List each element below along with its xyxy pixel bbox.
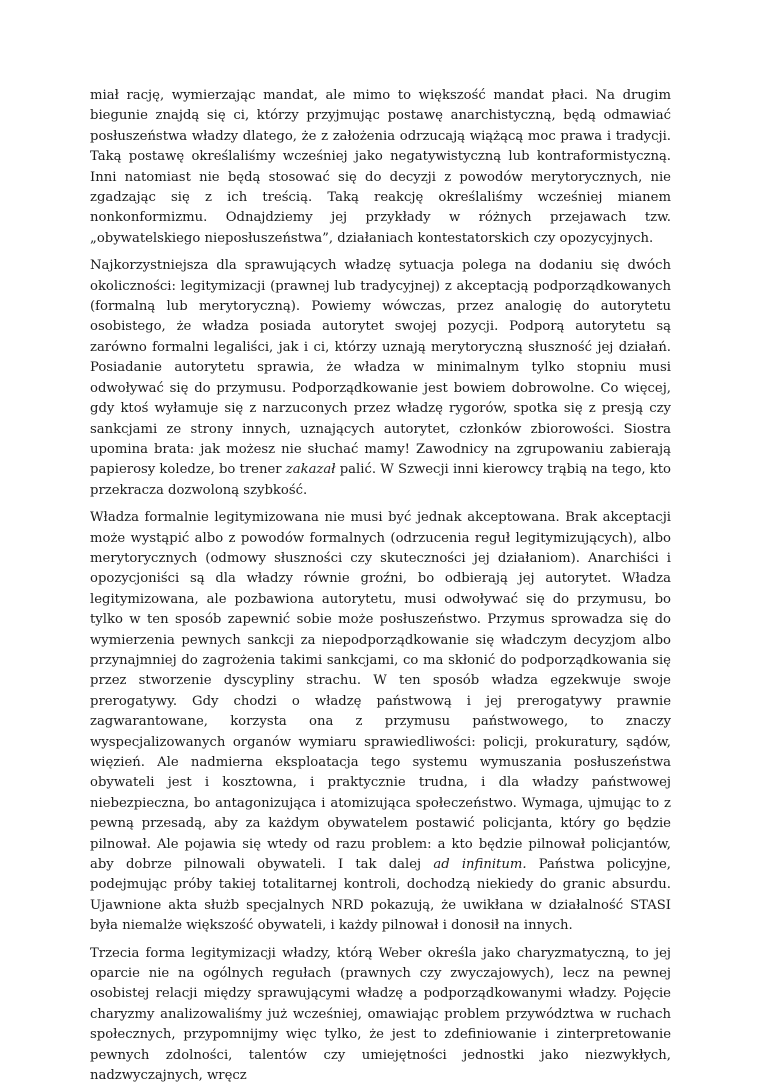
- italic-text-run: zakazał: [285, 462, 336, 478]
- text-run: Władza formalnie legitymizowana nie musi być jednak akceptowana. Brak akceptacji może wystąpić albo z powodów formalnych (odrzucenia reguł legitymizujących), albo merytorycznych (odmowy słuszności czy skuteczności jej działaniom). Anarchiści i opozycjoniści są dla władzy równie groźni, bo odbierają jej autorytet. Władza legitymizowana, ale pozbawiona autorytetu, musi odwoływać się do przymusu, bo tylko w ten sposób zapewnić sobie może posłuszeństwo. Przymus sprowadza się do wymierzenia pewnych sankcji za niepodporządkowanie się władczym decyzjom albo przynajmniej do zagrożenia takimi sankcjami, co ma skłonić do podporządkowania się przez stworzenie dyscypliny strachu. W ten sposób władza egzekwuje swoje prerogatywy. Gdy chodzi o władzę państwową i jej prerogatywy prawnie zagwarantowane, korzysta ona z przymusu państwowego, to znaczy wyspecjalizowanych organów wymiaru sprawiedliwości: policji, prokuratury, sądów, więzień. Ale nadmierna eksploatacja tego systemu wymuszania posłuszeństwa obywateli jest i kosztowna, i praktycznie trudna, i dla władzy państwowej niebezpieczna, bo antagonizująca i atomizująca społeczeństwo. Wymaga, ujmując to z pewną przesadą, aby za każdym obywatelem postawić policjanta, który go będzie pilnował. Ale pojawia się wtedy od razu problem: a kto będzie pilnował policjantów, aby dobrze pilnowali obywateli. I tak dalej: [90, 510, 671, 873]
- document-page: [90, 86, 671, 1087]
- text-run: Najkorzystniejsza dla sprawujących władzę sytuacja polega na dodaniu się dwóch okoliczności: legitymizacji (prawnej lub tradycyjnej) z akceptacją podporządkowanych (formalną lub merytoryczną). Powiemy wówczas, przez analogię do autorytetu osobistego, że władza posiada autorytet swojej pozycji. Podporą autorytetu są zarówno formalni legaliści, jak i ci, którzy uznają merytoryczną słuszność jej działań. Posiadanie autorytetu sprawia, że władza w minimalnym tylko stopniu musi odwoływać się do przymusu. Podporządkowanie jest bowiem dobrowolne. Co więcej, gdy ktoś wyłamuje się z narzuconych przez władzę rygorów, spotka się z presją czy sankcjami ze strony innych, uznających autorytet, członków zbiorowości. Siostra upomina brata: jak możesz nie słuchać mamy! Zawodnicy na zgrupowaniu zabierają papierosy koledze, bo trener: [90, 258, 671, 478]
- paragraph: [90, 86, 671, 249]
- paragraph: [90, 256, 671, 501]
- text-run: Trzecia forma legitymizacji władzy, którą Weber określa jako charyzmatyczną, to jej oparcie nie na ogólnych regułach (prawnych czy zwyczajowych), lecz na pewnej osobistej relacji między sprawującymi władzę a podporządkowanymi władzy. Pojęcie charyzmy analizowaliśmy już wcześniej, omawiając problem przywództwa w ruchach społecznych, przypomnijmy więc tylko, że jest to zdefiniowanie i zinterpretowanie pewnych zdolności, talentów czy umiejętności jednostki jako niezwykłych, nadzwyczajnych, wręcz: [90, 945, 671, 1084]
- text-run: miał rację, wymierzając mandat, ale mimo to większość mandat płaci. Na drugim biegunie znajdą się ci, którzy przyjmując postawę anarchistyczną, będą odmawiać posłuszeństwa władzy dlatego, że z założenia odrzucają wiążącą moc prawa i tradycji. Taką postawę określaliśmy wcześniej jako negatywistyczną lub kontraformistyczną. Inni natomiast nie będą stosować się do decyzji z powodów merytorycznych, nie zgadzając się z ich treścią. Taką reakcję określaliśmy wcześniej mianem nonkonformizmu. Odnajdziemy jej przykłady w różnych przejawach tzw. „obywatelskiego nieposłuszeństwa”, działaniach kontestatorskich czy opozycyjnych.: [90, 88, 671, 246]
- paragraph: [90, 508, 671, 937]
- text-run: palić. W Szwecji inni kierowcy trąbią na tego, kto przekracza dozwoloną szybkość.: [90, 462, 671, 498]
- text-run: Państwa policyjne, podejmując próby takiej totalitarnej kontroli, dochodzą niekiedy do granic absurdu. Ujawnione akta służb specjalnych NRD pokazują, że uwikłana w działalność STASI była niemalże większość obywateli, i każdy pilnował i donosił na innych.: [90, 857, 671, 934]
- paragraph: [90, 944, 671, 1087]
- italic-text-run: ad infinitum.: [433, 857, 527, 873]
